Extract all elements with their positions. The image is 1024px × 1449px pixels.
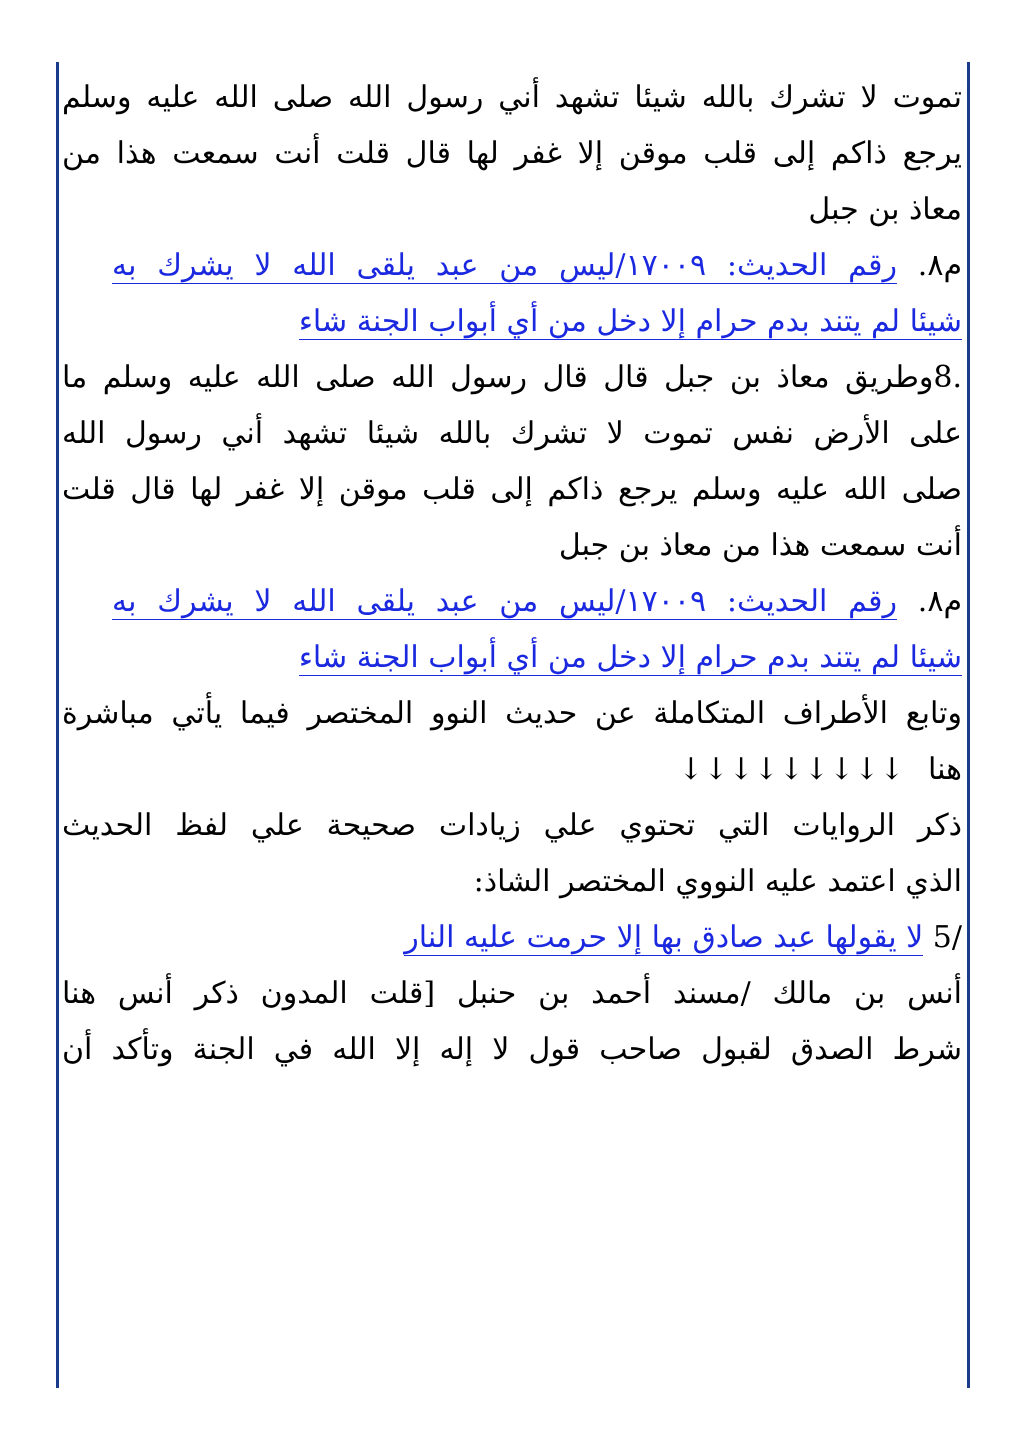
- hadith-link[interactable]: رقم الحديث: ١٧٠٠٩/ليس من عبد يلقى الله لا يشرك به: [112, 248, 897, 283]
- text-line: .8وطريق معاذ بن جبل قال قال رسول الله صلى الله عليه وسلم ما: [62, 360, 962, 395]
- document-page: [62, 70, 962, 1078]
- hadith-number: م٨.: [917, 248, 963, 283]
- text-line: يرجع ذاكم إلى قلب موقن إلا غفر لها قال قلت أنت سمعت هذا من: [62, 136, 962, 171]
- down-arrows-icon: ↓↓↓↓↓↓↓↓↓: [678, 752, 905, 787]
- hadith-link-continued[interactable]: شيئا لم يتند بدم حرام إلا دخل من أي أبواب الجنة شاء: [298, 304, 962, 339]
- text-line: وتابع الأطراف المتكاملة عن حديث النوو المختصر فيما يأتي مباشرة: [62, 696, 962, 731]
- hadith-link[interactable]: رقم الحديث: ١٧٠٠٩/ليس من عبد يلقى الله لا يشرك به: [112, 584, 897, 619]
- hadith-link-continued[interactable]: شيئا لم يتند بدم حرام إلا دخل من أي أبواب الجنة شاء: [298, 640, 962, 675]
- hadith-number: م٨.: [917, 584, 963, 619]
- page-border-right: [967, 62, 970, 1388]
- hadith-link-line: [62, 294, 962, 350]
- text-line: أنس بن مالك /مسند أحمد بن حنبل [قلت المدون ذكر أنس هنا: [62, 976, 962, 1011]
- text-line: صلى الله عليه وسلم يرجع ذاكم إلى قلب موقن إلا غفر لها قال قلت: [62, 472, 962, 507]
- text-line: تموت لا تشرك بالله شيئا تشهد أني رسول الله صلى الله عليه وسلم: [62, 80, 962, 115]
- text-line: الذي اعتمد عليه النووي المختصر الشاذ:: [473, 864, 962, 899]
- narration-link[interactable]: لا يقولها عبد صادق بها إلا حرمت عليه النار: [404, 920, 924, 955]
- text-line: شرط الصدق لقبول صاحب قول لا إله إلا الله في الجنة وتأكد أن: [62, 1032, 962, 1067]
- page-border-left: [56, 62, 59, 1388]
- arrow-line: [62, 742, 962, 798]
- hadith-link-line: [62, 630, 962, 686]
- hadith-ref-line: [62, 574, 962, 630]
- hadith-ref-line: [62, 238, 962, 294]
- text-line: ذكر الروايات التي تحتوي علي زيادات صحيحة علي لفظ الحديث: [62, 808, 962, 843]
- text-line: أنت سمعت هذا من معاذ بن جبل: [558, 528, 962, 563]
- here-label: هنا: [927, 752, 962, 787]
- text-line: على الأرض نفس تموت لا تشرك بالله شيئا تشهد أني رسول الله: [62, 416, 962, 451]
- narration-link-line: [62, 910, 962, 966]
- text-line: معاذ بن جبل: [808, 192, 962, 227]
- narration-number: /5: [932, 920, 962, 955]
